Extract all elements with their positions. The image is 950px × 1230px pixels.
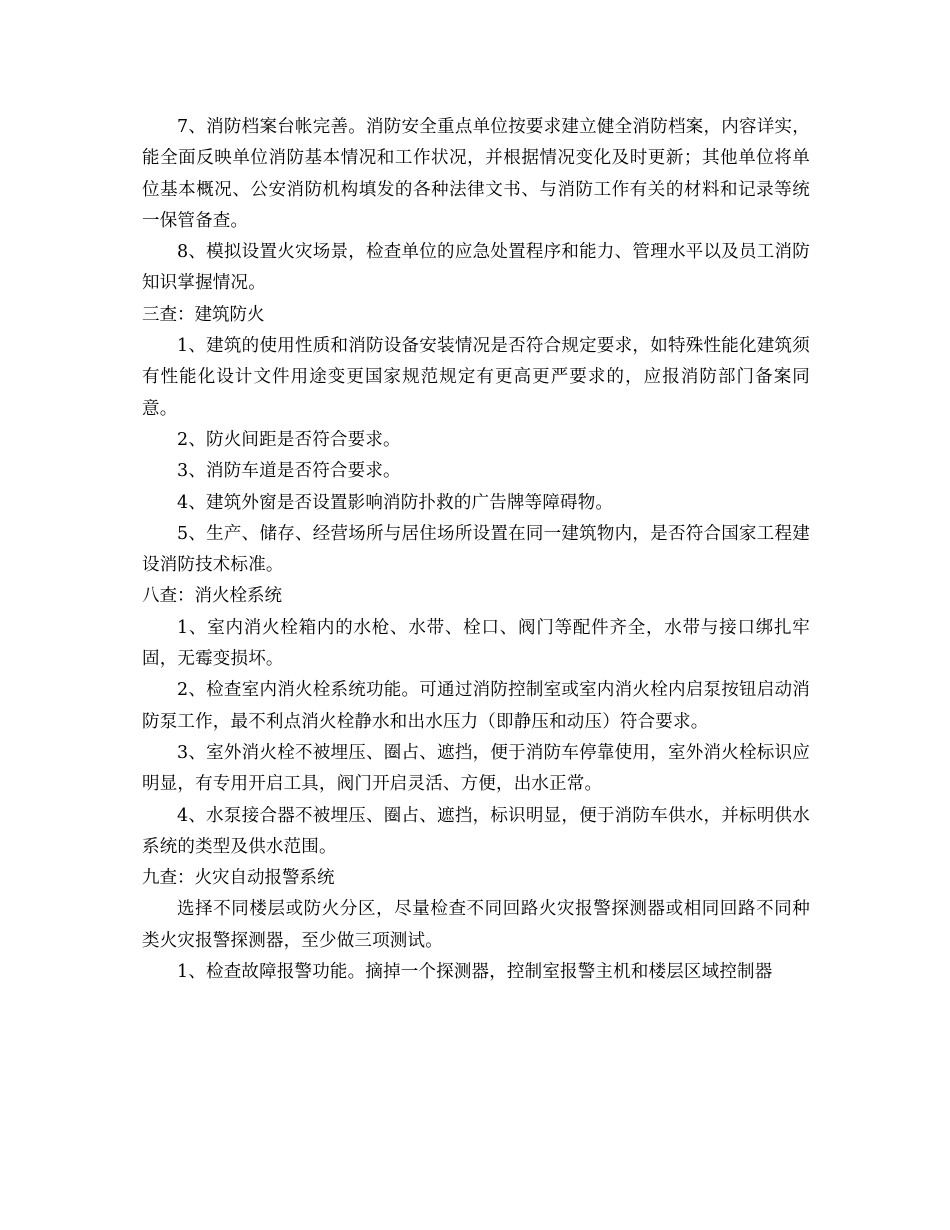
paragraph: 4、建筑外窗是否设置影响消防扑救的广告牌等障碍物。: [177, 492, 614, 513]
paragraph: 2、检查室内消火栓系统功能。可通过消防控制室或室内消火栓内启泵按钮启动消防泵工作，最不利点消火栓静水和出水压力（即静压和动压）符合要求。: [142, 680, 810, 732]
section-heading: 八查：消火栓系统: [142, 586, 282, 607]
paragraph: 8、模拟设置火灾场景，检查单位的应急处置程序和能力、管理水平以及员工消防知识掌握情况。: [142, 242, 810, 294]
paragraph: 1、建筑的使用性质和消防设备安装情况是否符合规定要求，如特殊性能化建筑须有性能化设计文件用途变更国家规范规定有更高更严要求的，应报消防部门备案同意。: [142, 336, 810, 419]
paragraph: 2、防火间距是否符合要求。: [177, 429, 401, 450]
paragraph: 7、消防档案台帐完善。消防安全重点单位按要求建立健全消防档案，内容详实，能全面反映单位消防基本情况和工作状况，并根据情况变化及时更新；其他单位将单位基本概况、公安消防机构填发的各种法律文书、与消防工作有关的材料和记录等统一保管备查。: [142, 117, 810, 231]
paragraph: 4、水泵接合器不被埋压、圈占、遮挡，标识明显，便于消防车供水，并标明供水系统的类型及供水范围。: [142, 805, 810, 857]
document-page: [142, 112, 810, 988]
paragraph: 3、消防车道是否符合要求。: [177, 461, 401, 482]
section-heading: 九查：火灾自动报警系统: [142, 868, 335, 889]
paragraph: 1、室内消火栓箱内的水枪、水带、栓口、阀门等配件齐全，水带与接口绑扎牢固，无霉变损坏。: [142, 617, 810, 670]
paragraph: 3、室外消火栓不被埋压、圈占、遮挡，便于消防车停靠使用，室外消火栓标识应明显，有专用开启工具，阀门开启灵活、方便，出水正常。: [142, 742, 810, 795]
paragraph: 5、生产、储存、经营场所与居住场所设置在同一建筑物内，是否符合国家工程建设消防技术标准。: [142, 523, 810, 576]
paragraph: 1、检查故障报警功能。摘掉一个探测器，控制室报警主机和楼层区域控制器: [177, 962, 773, 983]
section-heading: 三查：建筑防火: [142, 304, 265, 325]
paragraph: 选择不同楼层或防火分区，尽量检查不同回路火灾报警探测器或相同回路不同种类火灾报警探测器，至少做三项测试。: [142, 899, 810, 951]
